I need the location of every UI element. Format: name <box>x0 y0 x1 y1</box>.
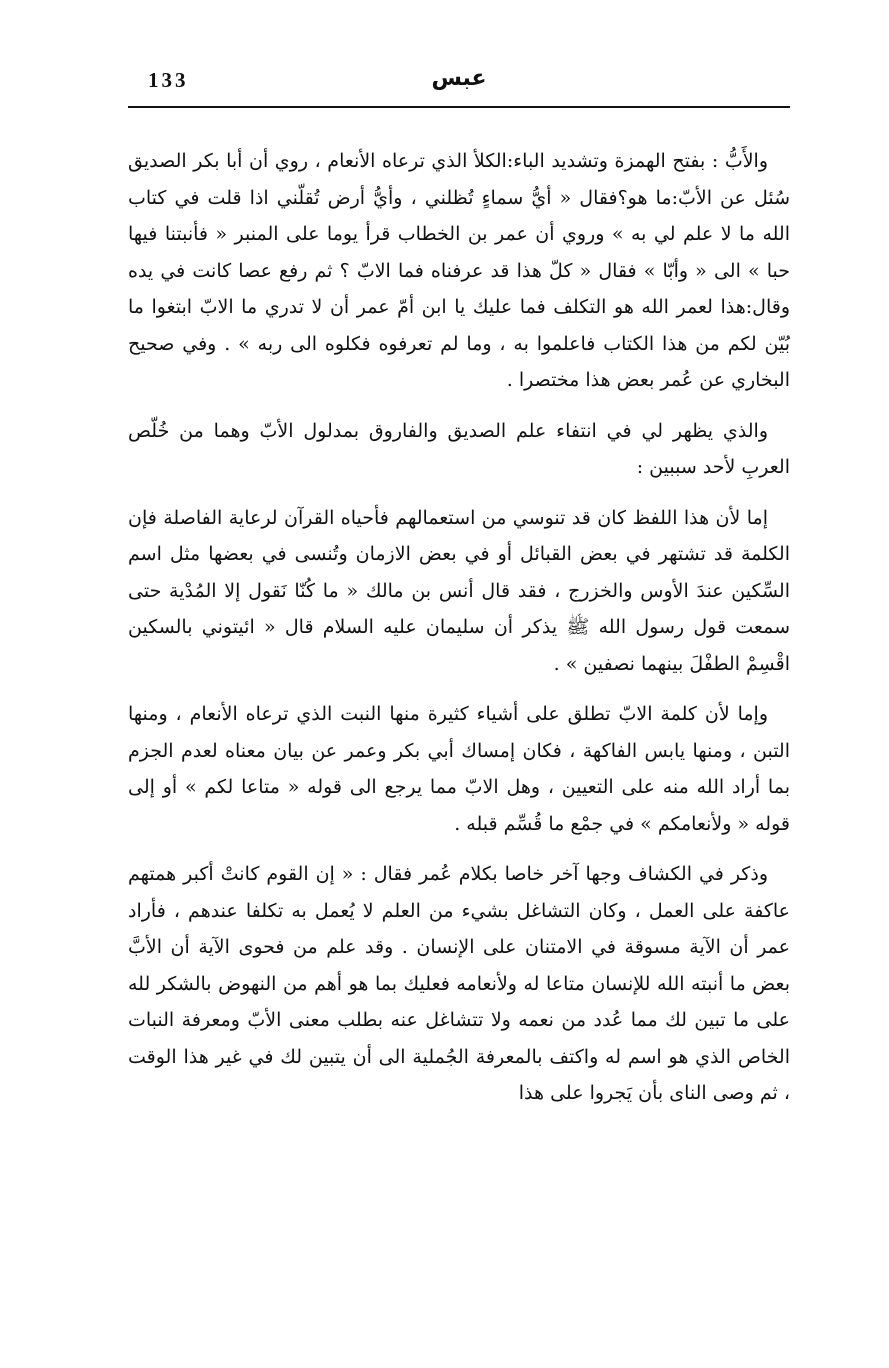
page-header <box>128 66 790 106</box>
paragraph-abb-definition: والأَبُّ : بفتح الهمزة وتشديد الباء:الكلأ الذي ترعاه الأنعام ، روي أن أبا بكر الصديق سُئل عن الأبّ:ما هو؟فقال « أيُّ سماءٍ تُظلني ، وأيُّ أرض تُقلّني اذا قلت في كتاب الله ما لا علم لي به » وروي أن عمر بن الخطاب قرأ يوما على المنبر « فأنبتنا فيها حبا » الى « وأبّا » فقال « كلّ هذا قد عرفناه فما الابّ ؟ ثم رفع عصا كانت في يده وقال:هذا لعمر الله هو التكلف فما عليك يا ابن أمّ عمر أن لا تدري ما الابّ ابتغوا ما بُيّن لكم من هذا الكتاب فاعلموا به ، وما لم تعرفوه فكلوه الى ربه » . وفي صحيح البخاري عن عُمر بعض هذا مختصرا . <box>128 150 790 391</box>
paragraph-two-reasons: والذي يظهر لي في انتفاء علم الصديق والفاروق بمدلول الأبّ وهما من خُلّص العربِ لأحد سببين : <box>128 419 790 478</box>
running-title: عبس <box>431 66 487 91</box>
paragraph-kashshaf: وذكر في الكشاف وجها آخر خاصا بكلام عُمر فقال : « إن القوم كانتْ أكبر همتهم عاكفة على العمل ، وكان التشاغل بشيء من العلم لا يُعمل به تكلفا عندهم ، فأراد عمر أن الآية مسوقة في الامتنان على الإنسان . وقد علم من فحوى الآية أن الأبَّ بعض ما أنبته الله للإنسان متاعا له ولأنعامه فعليك بما هو أهم من النهوض بالشكر لله على ما تبين لك مما عُدد من نعمه ولا تتشاغل عنه بطلب معنى الأبّ ومعرفة النبات الخاص الذي هو اسم له واكتف بالمعرفة الجُملية الى أن يتبين لك في غير هذا الوقت ، ثم وصى الناى بأن يَجروا على هذا <box>128 863 790 1104</box>
header-rule <box>128 106 790 108</box>
page-body <box>128 143 790 1112</box>
page-number: 133 <box>148 68 189 92</box>
paragraph-first-reason: إما لأن هذا اللفظ كان قد تنوسي من استعمالهم فأحياه القرآن لرعاية الفاصلة فإن الكلمة قد تشتهر في بعض القبائل أو في بعض الازمان وتُنسى في بعضها مثل اسم السِّكين عندَ الأوس والخزرج ، فقد قال أنس بن مالك « ما كُنّا نَقول إلا المُدْية حتى سمعت قول رسول الله ﷺ يذكر أن سليمان عليه السلام قال « ائيتوني بالسكين اقْسِمْ الطفْلَ بينهما نصفين » . <box>128 506 790 675</box>
paragraph-second-reason: وإما لأن كلمة الابّ تطلق على أشياء كثيرة منها النبت الذي ترعاه الأنعام ، ومنها التبن ، ومنها يابس الفاكهة ، فكان إمساك أبي بكر وعمر عن بيان معناه لعدم الجزم بما أراد الله منه على التعيين ، وهل الابّ مما يرجع الى قوله « متاعا لكم » أو إلى قوله « ولأنعامكم » في جمْع ما قُسِّم قبله . <box>128 703 790 835</box>
